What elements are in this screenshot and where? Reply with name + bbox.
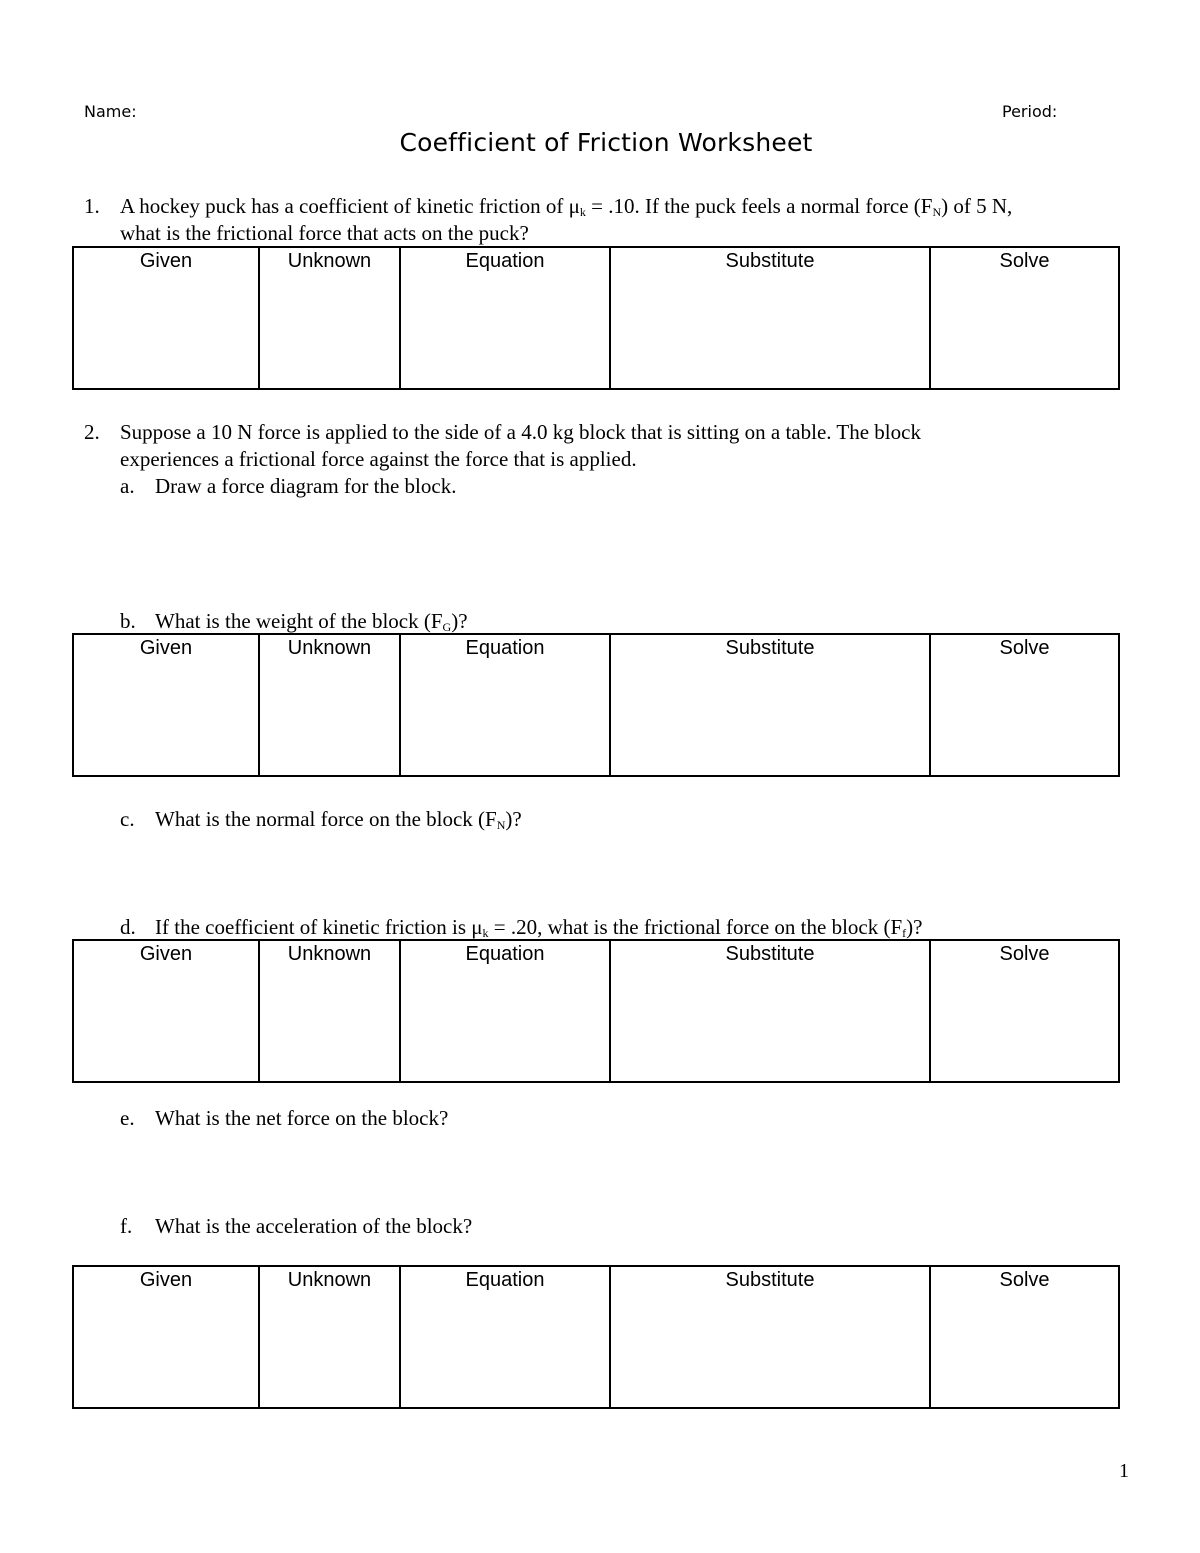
q2a-text: Draw a force diagram for the block.	[155, 474, 457, 498]
answer-cell[interactable]	[73, 1297, 259, 1408]
header-substitute: Substitute	[610, 1266, 930, 1297]
name-label: Name:	[84, 102, 137, 121]
q2c-text: What is the normal force on the block $(F_N)$?	[155, 807, 522, 832]
header-equation: Equation	[400, 247, 610, 278]
q2-text-line2: experiences a frictional force against the force that is applied.	[120, 447, 637, 471]
period-label: Period:	[1002, 102, 1058, 121]
answer-cell[interactable]	[259, 278, 400, 389]
answer-table-4	[72, 1265, 1120, 1409]
header-solve: Solve	[930, 247, 1119, 278]
header-substitute: Substitute	[610, 940, 930, 971]
q2d-text: If the coefficient of kinetic friction is $\mu_k = .20$, what is the frictional force on the block $(F_f)$?	[155, 915, 923, 940]
answer-cell[interactable]	[400, 665, 610, 776]
header-given: Given	[73, 1266, 259, 1297]
answer-table-1	[72, 246, 1120, 390]
header-unknown: Unknown	[259, 247, 400, 278]
header-solve: Solve	[930, 634, 1119, 665]
answer-cell[interactable]	[400, 1297, 610, 1408]
q2f-letter: f.	[120, 1214, 133, 1238]
header-solve: Solve	[930, 940, 1119, 971]
q2-number: 2.	[84, 420, 100, 444]
answer-cell[interactable]	[259, 971, 400, 1082]
page-title: Coefficient of Friction Worksheet	[399, 128, 813, 157]
q1-text-line1: A hockey puck has a coefficient of kinetic friction of $\mu_k = .10$. If the puck feels a normal force $(F_N)$ of 5 N,	[120, 194, 1013, 219]
answer-cell[interactable]	[259, 665, 400, 776]
q1-text-line2: what is the frictional force that acts on the puck?	[120, 221, 529, 245]
header-given: Given	[73, 634, 259, 665]
q2e-letter: e.	[120, 1106, 135, 1130]
header-solve: Solve	[930, 1266, 1119, 1297]
header-given: Given	[73, 940, 259, 971]
header-substitute: Substitute	[610, 247, 930, 278]
answer-cell[interactable]	[73, 971, 259, 1082]
header-given: Given	[73, 247, 259, 278]
header-unknown: Unknown	[259, 940, 400, 971]
q2a-letter: a.	[120, 474, 135, 498]
answer-cell[interactable]	[930, 278, 1119, 389]
q2c-letter: c.	[120, 807, 135, 831]
answer-cell[interactable]	[610, 665, 930, 776]
answer-cell[interactable]	[610, 971, 930, 1082]
answer-cell[interactable]	[73, 665, 259, 776]
q2b-text: What is the weight of the block $(F_G)$?	[155, 609, 468, 634]
answer-cell[interactable]	[930, 1297, 1119, 1408]
answer-cell[interactable]	[610, 1297, 930, 1408]
header-equation: Equation	[400, 1266, 610, 1297]
header-unknown: Unknown	[259, 634, 400, 665]
answer-cell[interactable]	[400, 971, 610, 1082]
q2e-text: What is the net force on the block?	[155, 1106, 449, 1130]
header-substitute: Substitute	[610, 634, 930, 665]
answer-cell[interactable]	[930, 665, 1119, 776]
answer-table-2	[72, 633, 1120, 777]
header-unknown: Unknown	[259, 1266, 400, 1297]
page-number: 1	[1119, 1460, 1129, 1482]
q2b-letter: b.	[120, 609, 136, 633]
answer-cell[interactable]	[930, 971, 1119, 1082]
answer-cell[interactable]	[400, 278, 610, 389]
header-equation: Equation	[400, 634, 610, 665]
q2f-text: What is the acceleration of the block?	[155, 1214, 473, 1238]
answer-cell[interactable]	[73, 278, 259, 389]
answer-cell[interactable]	[259, 1297, 400, 1408]
header-equation: Equation	[400, 940, 610, 971]
answer-table-3	[72, 939, 1120, 1083]
answer-cell[interactable]	[610, 278, 930, 389]
q1-number: 1.	[84, 194, 100, 218]
q2-text-line1: Suppose a 10 N force is applied to the side of a 4.0 kg block that is sitting on a table. The block	[120, 420, 921, 444]
q2d-letter: d.	[120, 915, 136, 939]
